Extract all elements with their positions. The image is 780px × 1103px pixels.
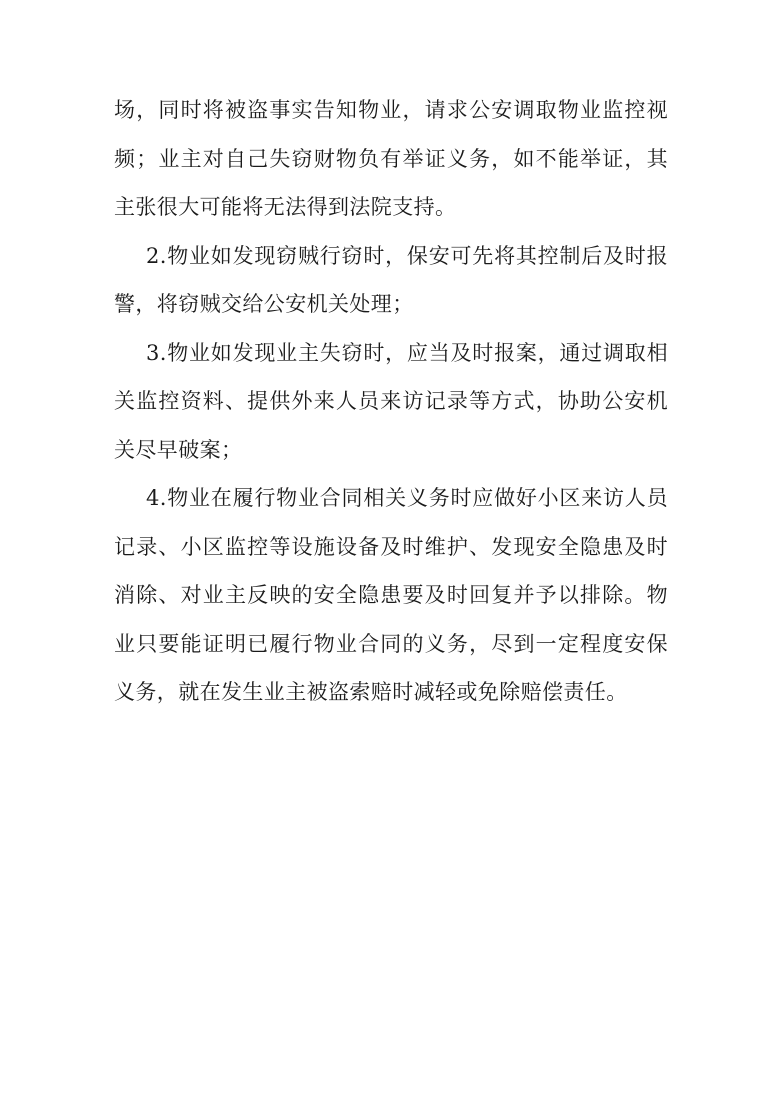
- paragraph-item-4: 4.物业在履行物业合同相关义务时应做好小区来访人员记录、小区监控等设施设备及时维护、发现安全隐患及时消除、对业主反映的安全隐患要及时回复并予以排除。物业只要能证明已履行物业合同的义务，尽到一定程度安保义务，就在发生业主被盗索赔时减轻或免除赔偿责任。: [114, 486, 668, 704]
- paragraph-item-2: 2.物业如发现窃贼行窃时，保安可先将其控制后及时报警，将窃贼交给公安机关处理；: [114, 243, 668, 316]
- paragraph-continuation: 场，同时将被盗事实告知物业，请求公安调取物业监控视频；业主对自己失窃财物负有举证义务，如不能举证，其主张很大可能将无法得到法院支持。: [114, 98, 668, 219]
- document-body: [114, 86, 668, 717]
- paragraph-item-3: 3.物业如发现业主失窃时，应当及时报案，通过调取相关监控资料、提供外来人员来访记录等方式，协助公安机关尽早破案；: [114, 340, 668, 462]
